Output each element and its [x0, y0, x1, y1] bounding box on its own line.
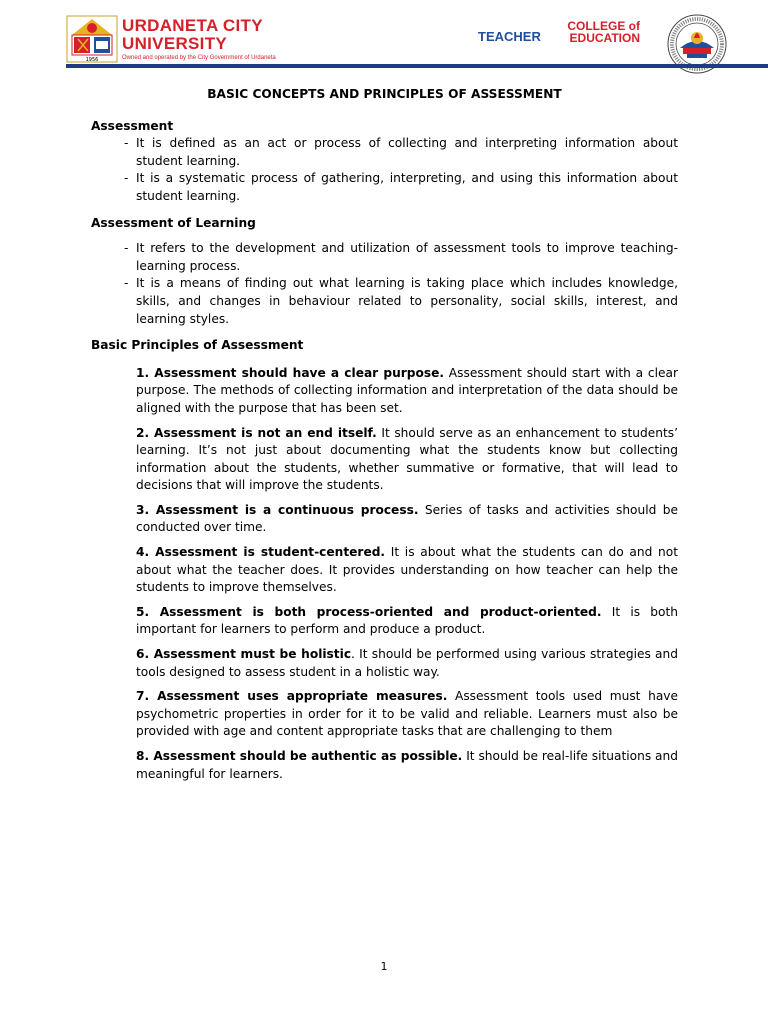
assessment-list	[91, 135, 678, 205]
college-line1: COLLEGE of	[567, 19, 640, 33]
document-body	[91, 86, 678, 790]
principle-lead: 2. Assessment is not an end itself.	[136, 425, 377, 440]
list-item-text: It is defined as an act or process of collecting and interpreting information about student learning.	[136, 136, 678, 168]
principle-text: Assessment should start with a clear purpose. The methods of collecting information and interpretation of the data should be aligned with the purpose that has been set.	[136, 365, 678, 415]
principle-lead: 8. Assessment should be authentic as possible.	[136, 749, 463, 763]
university-subtitle: Owned and operated by the City Government of Urdaneta	[122, 55, 276, 61]
principle-text: It should serve as an enhancement to students’ learning. It’s not just about documenting what the students know but collecting information about the students, whether summative or formative, that will lead to decisions that will improve the students.	[136, 425, 678, 493]
university-name-line2: UNIVERSITY	[122, 34, 228, 53]
list-item	[124, 135, 678, 170]
page-number: 1	[380, 960, 388, 973]
list-item-text: It is a systematic process of gathering, interpreting, and using this information about student learning.	[136, 171, 678, 203]
principle-lead: 1. Assessment should have a clear purpose.	[136, 365, 445, 380]
letterhead	[0, 0, 768, 72]
section-heading-principles: Basic Principles of Assessment	[91, 338, 304, 353]
bullet-dash: -	[124, 136, 129, 151]
header-rule	[66, 64, 768, 68]
principle-lead: 4. Assessment is student-centered.	[136, 545, 386, 560]
principle-item	[136, 365, 678, 418]
principle-lead: 3. Assessment is a continuous process.	[136, 502, 419, 517]
principle-text: Series of tasks and activities should be conducted over time.	[136, 502, 678, 535]
principle-lead: 7. Assessment uses appropriate measures.	[136, 689, 448, 704]
principle-item	[136, 604, 678, 639]
principle-item	[136, 646, 678, 681]
principle-lead: 5. Assessment is both process-oriented and product-oriented.	[136, 604, 602, 619]
bullet-dash: -	[124, 171, 129, 186]
list-item	[124, 240, 678, 275]
principle-text: . It should be performed using various strategies and tools designed to assess student in a holistic way.	[136, 647, 678, 679]
list-item	[124, 170, 678, 205]
university-logo	[66, 15, 118, 63]
university-name-line1: URDANETA CITY	[122, 16, 263, 35]
principle-text: It is about what the students can do and not about what the teacher does. It provides understanding on how teacher can help the students to improve themselves.	[136, 545, 678, 595]
section-heading-assessment-of-learning: Assessment of Learning	[91, 215, 256, 230]
list-item-text: It refers to the development and utilization of assessment tools to improve teaching-learning process.	[136, 241, 678, 273]
document-title: BASIC CONCEPTS AND PRINCIPLES OF ASSESSMENT	[207, 87, 562, 101]
principle-item	[136, 425, 678, 495]
logo-year: 1956	[85, 57, 99, 63]
principle-text: It should be real-life situations and meaningful for learners.	[136, 749, 678, 781]
principle-item	[136, 544, 678, 597]
principle-item	[136, 748, 678, 783]
principle-text: It is both important for learners to perform and produce a product.	[136, 604, 678, 637]
assessment-of-learning-list	[91, 240, 678, 328]
principle-text: Assessment tools used must have psychometric properties in order for it to be valid and reliable. Learners must also be provided with age and content appropriate tasks that are challenging to them	[136, 689, 679, 739]
college-name	[546, 20, 640, 44]
college-line2: EDUCATION	[569, 31, 640, 45]
principle-item	[136, 502, 678, 537]
list-item-text: It is a means of finding out what learning is taking place which includes knowledge, skills, and changes in behaviour related to personality, social skills, interest, and learning styles.	[136, 276, 678, 326]
principle-lead: 6. Assessment must be holistic	[136, 647, 352, 662]
teacher-label: TEACHER	[478, 29, 541, 44]
bullet-dash: -	[124, 276, 129, 291]
list-item	[124, 275, 678, 328]
university-name	[122, 17, 263, 53]
section-heading-assessment: Assessment	[91, 118, 174, 133]
principle-item	[136, 688, 678, 741]
principles-list	[136, 365, 678, 783]
bullet-dash: -	[124, 241, 129, 256]
